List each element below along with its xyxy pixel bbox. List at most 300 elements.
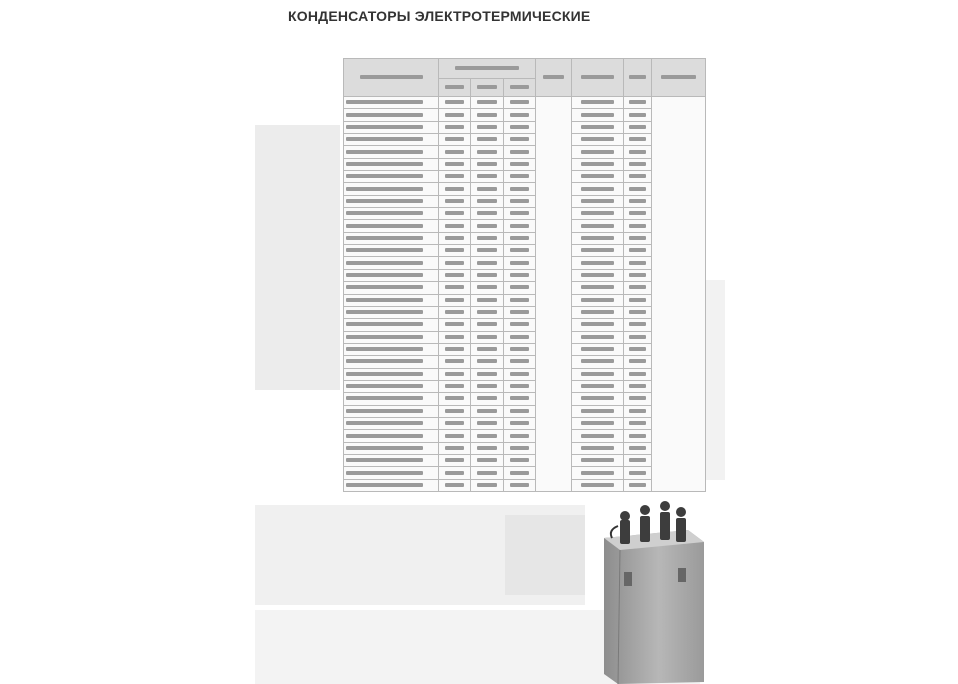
cell-text (445, 100, 464, 104)
cell-text (346, 100, 423, 104)
table-cell (344, 146, 439, 158)
cell-text (346, 359, 423, 363)
table-cell (504, 306, 536, 318)
table-cell (624, 269, 652, 281)
cell-text (581, 125, 614, 129)
table-cell (344, 245, 439, 257)
table-row (344, 417, 706, 429)
cell-text (581, 335, 614, 339)
cell-text (581, 384, 614, 388)
table-cell (572, 467, 624, 479)
table-cell (572, 195, 624, 207)
table-cell (624, 257, 652, 269)
table-cell (344, 282, 439, 294)
table-cell (344, 306, 439, 318)
table-cell (439, 134, 471, 146)
cell-text (510, 162, 529, 166)
cell-text (581, 421, 614, 425)
table-cell (471, 195, 504, 207)
specification-table (343, 58, 706, 492)
cell-text (477, 335, 497, 339)
cell-text (629, 187, 645, 191)
table-cell (572, 368, 624, 380)
table-cell (344, 195, 439, 207)
cell-text (346, 150, 423, 154)
cell-text (477, 150, 497, 154)
cell-text (629, 298, 645, 302)
cell-text (510, 359, 529, 363)
cell-text (581, 273, 614, 277)
cell-text (346, 224, 423, 228)
table-cell (439, 368, 471, 380)
table-cell (471, 442, 504, 454)
table-cell (572, 479, 624, 491)
table-cell (624, 380, 652, 392)
table-cell (504, 368, 536, 380)
table-row (344, 183, 706, 195)
table-cell (572, 158, 624, 170)
table-row (344, 109, 706, 121)
table-cell (471, 319, 504, 331)
table-cell (471, 294, 504, 306)
table-cell (471, 97, 504, 109)
cell-text (346, 409, 423, 413)
table-cell (504, 380, 536, 392)
cell-text (445, 322, 464, 326)
table-cell (439, 158, 471, 170)
cell-text (510, 483, 529, 487)
cell-text (445, 483, 464, 487)
table-cell (572, 121, 624, 133)
table-cell (344, 183, 439, 195)
cell-text (346, 298, 423, 302)
table-cell (344, 121, 439, 133)
cell-text (581, 298, 614, 302)
cell-text (346, 458, 423, 462)
table-cell (504, 393, 536, 405)
table-cell (344, 257, 439, 269)
cell-text (445, 347, 464, 351)
table-row (344, 208, 706, 220)
table-cell (439, 393, 471, 405)
cell-text (445, 396, 464, 400)
table-row (344, 430, 706, 442)
table-cell (572, 319, 624, 331)
cell-text (629, 113, 645, 117)
table-row (344, 257, 706, 269)
cell-text (510, 100, 529, 104)
table-cell (344, 479, 439, 491)
cell-text (346, 125, 423, 129)
cell-text (346, 421, 423, 425)
cell-text (629, 372, 645, 376)
table-row (344, 269, 706, 281)
table-cell (439, 245, 471, 257)
table-cell (624, 319, 652, 331)
table-cell (439, 294, 471, 306)
cell-text (581, 322, 614, 326)
table-cell (344, 454, 439, 466)
cell-text (581, 137, 614, 141)
table-cell (504, 220, 536, 232)
cell-text (629, 384, 645, 388)
table-cell (572, 343, 624, 355)
cell-text (581, 347, 614, 351)
table-row (344, 146, 706, 158)
table-cell (624, 146, 652, 158)
cell-text (346, 236, 423, 240)
table-cell (504, 134, 536, 146)
cell-text (581, 372, 614, 376)
cell-text (477, 347, 497, 351)
table-cell (624, 343, 652, 355)
cell-text (510, 310, 529, 314)
cell-text (346, 211, 423, 215)
table-cell (439, 220, 471, 232)
table-row (344, 158, 706, 170)
cell-text (477, 285, 497, 289)
table-row (344, 331, 706, 343)
table-row (344, 121, 706, 133)
cell-text (445, 174, 464, 178)
table-cell (471, 134, 504, 146)
cell-text (510, 409, 529, 413)
cell-text (510, 298, 529, 302)
table-cell (344, 331, 439, 343)
table-cell (624, 393, 652, 405)
cell-text (346, 113, 423, 117)
table-header (536, 59, 572, 97)
table-cell (504, 405, 536, 417)
table-header (439, 79, 471, 97)
cell-text (445, 187, 464, 191)
cell-text (445, 310, 464, 314)
cell-text (477, 113, 497, 117)
capacitor-icon (598, 498, 708, 684)
table-row (344, 232, 706, 244)
background-panel (255, 125, 340, 390)
table-cell (344, 134, 439, 146)
table-cell (504, 232, 536, 244)
table-row (344, 343, 706, 355)
cell-text (346, 396, 423, 400)
cell-text (510, 199, 529, 203)
table-row (344, 97, 706, 109)
table-cell (471, 430, 504, 442)
table-cell (439, 146, 471, 158)
table-cell (572, 356, 624, 368)
table-cell (344, 467, 439, 479)
cell-text (581, 100, 614, 104)
table-cell (504, 442, 536, 454)
cell-text (510, 396, 529, 400)
table-cell (624, 430, 652, 442)
table-cell (624, 245, 652, 257)
table-row (344, 356, 706, 368)
table-cell (344, 380, 439, 392)
table-cell (344, 356, 439, 368)
table-cell (572, 208, 624, 220)
table-cell (572, 430, 624, 442)
table-row (344, 245, 706, 257)
cell-text (581, 199, 614, 203)
table-cell (572, 183, 624, 195)
table-cell (572, 220, 624, 232)
table-cell (344, 343, 439, 355)
cell-text (477, 483, 497, 487)
table-cell (439, 405, 471, 417)
table-cell (624, 331, 652, 343)
cell-text (510, 113, 529, 117)
table-cell (504, 245, 536, 257)
cell-text (477, 224, 497, 228)
cell-text (346, 187, 423, 191)
cell-text (346, 261, 423, 265)
cell-text (445, 409, 464, 413)
table-cell (439, 121, 471, 133)
table-row (344, 195, 706, 207)
cell-text (629, 335, 645, 339)
table-cell (504, 467, 536, 479)
cell-text (477, 458, 497, 462)
table-cell (572, 442, 624, 454)
table-cell (624, 220, 652, 232)
table-cell (504, 417, 536, 429)
cell-text (346, 446, 423, 450)
table-cell (471, 257, 504, 269)
cell-text (629, 211, 645, 215)
cell-text (629, 261, 645, 265)
cell-text (445, 421, 464, 425)
table-cell (439, 183, 471, 195)
cell-text (581, 446, 614, 450)
table-cell (572, 294, 624, 306)
cell-text (477, 434, 497, 438)
cell-text (510, 137, 529, 141)
table-cell (471, 479, 504, 491)
table-cell (344, 109, 439, 121)
cell-text (445, 162, 464, 166)
table-cell (504, 109, 536, 121)
table-cell (471, 109, 504, 121)
cell-text (629, 471, 645, 475)
table-cell (471, 393, 504, 405)
table-cell (624, 171, 652, 183)
table-cell (344, 430, 439, 442)
cell-text (629, 137, 645, 141)
cell-text (510, 335, 529, 339)
cell-text (581, 483, 614, 487)
table-cell (504, 343, 536, 355)
cell-text (445, 471, 464, 475)
table-cell (504, 269, 536, 281)
table-cell (572, 232, 624, 244)
table-cell (572, 417, 624, 429)
table-cell (344, 368, 439, 380)
table-cell (572, 454, 624, 466)
table-cell (504, 331, 536, 343)
table-cell (624, 195, 652, 207)
cell-text (346, 372, 423, 376)
table-cell (504, 171, 536, 183)
table-cell (471, 417, 504, 429)
cell-text (510, 471, 529, 475)
table-cell (471, 368, 504, 380)
table-cell (471, 158, 504, 170)
table-cell (504, 158, 536, 170)
cell-text (346, 199, 423, 203)
table-cell (471, 269, 504, 281)
table-cell (439, 319, 471, 331)
table-cell (572, 393, 624, 405)
table-cell (439, 171, 471, 183)
cell-text (477, 384, 497, 388)
cell-text (510, 458, 529, 462)
table-cell (504, 356, 536, 368)
cell-text (629, 273, 645, 277)
cell-text (346, 174, 423, 178)
cell-text (581, 187, 614, 191)
table-cell (439, 109, 471, 121)
table-cell (344, 442, 439, 454)
cell-text (629, 434, 645, 438)
table-cell (344, 405, 439, 417)
cell-text (629, 421, 645, 425)
cell-text (477, 396, 497, 400)
cell-text (346, 322, 423, 326)
cell-text (477, 187, 497, 191)
cell-text (346, 137, 423, 141)
cell-text (477, 211, 497, 215)
table-cell (471, 356, 504, 368)
table-cell (471, 405, 504, 417)
table-cell (572, 109, 624, 121)
table-cell (572, 257, 624, 269)
table-cell (471, 146, 504, 158)
cell-text (477, 298, 497, 302)
cell-text (510, 421, 529, 425)
cell-text (629, 446, 645, 450)
cell-text (445, 261, 464, 265)
cell-text (445, 199, 464, 203)
cell-text (477, 100, 497, 104)
table-cell (504, 257, 536, 269)
table-cell (344, 319, 439, 331)
cell-text (445, 137, 464, 141)
table-cell (439, 467, 471, 479)
table-cell (504, 97, 536, 109)
cell-text (445, 458, 464, 462)
table-header (652, 59, 706, 97)
cell-text (581, 248, 614, 252)
cell-text (445, 248, 464, 252)
cell-text (510, 236, 529, 240)
cell-text (581, 458, 614, 462)
cell-text (510, 174, 529, 178)
table-cell (439, 356, 471, 368)
cell-text (346, 285, 423, 289)
cell-text (445, 384, 464, 388)
cell-text (445, 224, 464, 228)
table-row (344, 220, 706, 232)
cell-text (510, 224, 529, 228)
table-cell (572, 405, 624, 417)
table-row (344, 171, 706, 183)
cell-text (581, 113, 614, 117)
cell-text (477, 273, 497, 277)
cell-text (510, 125, 529, 129)
table-cell (471, 232, 504, 244)
document-title: КОНДЕНСАТОРЫ ЭЛЕКТРОТЕРМИЧЕСКИЕ (288, 8, 591, 24)
table-row (344, 134, 706, 146)
table-row (344, 393, 706, 405)
table-cell (439, 430, 471, 442)
table-cell (344, 232, 439, 244)
cell-text (346, 347, 423, 351)
cell-text (346, 483, 423, 487)
table-cell (624, 121, 652, 133)
table-cell (344, 158, 439, 170)
cell-text (477, 199, 497, 203)
cell-text (477, 125, 497, 129)
cell-text (629, 248, 645, 252)
table-cell (344, 171, 439, 183)
cell-text (581, 471, 614, 475)
table-row (344, 294, 706, 306)
table-row (344, 380, 706, 392)
table-cell (624, 208, 652, 220)
cell-text (445, 359, 464, 363)
table-cell (471, 343, 504, 355)
table-cell (572, 331, 624, 343)
table-cell (439, 257, 471, 269)
cell-text (477, 162, 497, 166)
table-cell (504, 183, 536, 195)
table-cell (624, 454, 652, 466)
table-cell (624, 467, 652, 479)
cell-text (477, 421, 497, 425)
table-cell (471, 183, 504, 195)
table-cell (504, 454, 536, 466)
cell-text (581, 434, 614, 438)
table-cell (624, 232, 652, 244)
table-cell (624, 417, 652, 429)
table-cell (439, 479, 471, 491)
table-cell (344, 294, 439, 306)
table-cell (572, 282, 624, 294)
cell-text (477, 409, 497, 413)
table-row (344, 442, 706, 454)
cell-text (445, 434, 464, 438)
table-cell (504, 121, 536, 133)
cell-text (477, 248, 497, 252)
cell-text (581, 285, 614, 289)
table-cell (471, 282, 504, 294)
table-row (344, 405, 706, 417)
cell-text (510, 372, 529, 376)
table-cell (624, 306, 652, 318)
table-cell (572, 306, 624, 318)
cell-text (477, 446, 497, 450)
table-header (504, 79, 536, 97)
cell-text (477, 359, 497, 363)
cell-text (477, 236, 497, 240)
table-cell (344, 269, 439, 281)
table-cell (572, 171, 624, 183)
cell-text (445, 446, 464, 450)
cell-text (629, 285, 645, 289)
table-cell (624, 97, 652, 109)
